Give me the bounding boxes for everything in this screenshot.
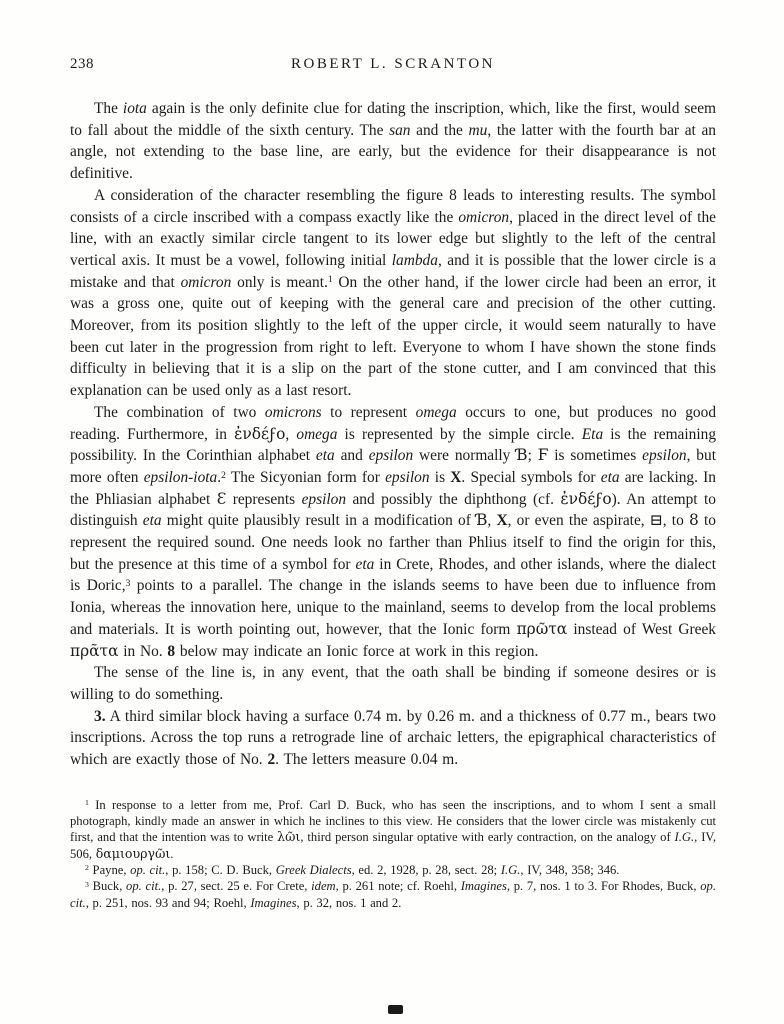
page-header	[70, 56, 716, 78]
footnote-3: $^3$ Buck, op. cit., p. 27, sect. 25 e. For Crete, idem, p. 261 note; cf. Roehl, Imagines, p. 7, nos. 1 to 3. For Rhodes, Buck, op. cit., p. 251, nos. 93 and 94; Roehl, Imagines, p. 32, nos. 1 and 2.	[70, 879, 716, 910]
paragraph-1: The iota again is the only definite clue for dating the inscription, which, like the first, would seem to fall about the middle of the sixth century. The san and the mu, the latter with the fourth bar at an angle, not extending to the base line, are early, but the evidence for their disappearance is not definitive.	[70, 100, 716, 183]
scan-artifact	[388, 1005, 403, 1014]
page-number: 238	[70, 56, 94, 72]
paragraph-5: 3. A third similar block having a surface 0.74 m. by 0.26 m. and a thickness of 0.77 m., bears two inscriptions. Across the top runs a retrograde line of archaic letters, the epigraphical characteristics of which are exactly those of No. 2. The letters measure 0.04 m.	[70, 707, 716, 769]
footnote-1: $^1$ In response to a letter from me, Prof. Carl D. Buck, who has seen the inscriptions, and to whom I sent a small photograph, kindly made an answer in which he inclines to this view. He considers that the lower circle was mistakenly cut first, and that the intention was to write λῶι, third person singular optative with early contraction, on the analogy of I.G., IV, 506, δαμιουργῶι.	[70, 797, 717, 861]
running-title: ROBERT L. SCRANTON	[291, 56, 495, 72]
footnote-2: $^2$ Payne, op. cit., p. 158; C. D. Buck, Greek Dialects, ed. 2, 1928, p. 28, sect. 28; I.G., IV, 348, 358; 346.	[85, 862, 620, 877]
paragraph-4: The sense of the line is, in any event, that the oath shall be binding if someone desires or is willing to do something.	[70, 664, 716, 703]
body-text	[70, 98, 716, 771]
footnotes	[70, 797, 716, 911]
paragraph-3: The combination of two omicrons to represent omega occurs to one, but produces no good reading. Furthermore, in ἐνδέϝο, omega is represented by the simple circle. Eta is the remaining possibility. In the Corinthian alphabet eta and epsilon were normally Ɓ; Ϝ is sometimes epsilon, but more often epsilon-iota.$^2$ The Sicyonian form for epsilon is X. Special symbols for eta are lacking. In the Phliasian alphabet Ɛ represents epsilon and possibly the diphthong (cf. ἐνδέϝο). An attempt to distinguish eta might quite plausibly result in a modification of Ɓ, X, or even the aspirate, ⊟, to 8 to represent the required sound. One needs look no farther than Phlius itself to find the origin for this, but the presence at this time of a symbol for eta in Crete, Rhodes, and other islands, where the dialect is Doric,$^3$ points to a parallel. The change in the islands seems to have been due to influence from Ionia, whereas the innovation here, unique to the mainland, seems to develop from the local problems and materials. It is worth pointing out, however, that the Ionic form πρῶτα instead of West Greek πρᾶτα in No. 8 below may indicate an Ionic force at work in this region.	[70, 403, 717, 660]
paragraph-2: A consideration of the character resembling the figure 8 leads to interesting results. The symbol consists of a circle inscribed with a compass exactly like the omicron, placed in the direct level of the line, with an exactly similar circle tangent to its lower edge but slightly to the left of the central vertical axis. It must be a vowel, following initial lambda, and it is possible that the lower circle is a mistake and that omicron only is meant.$^1$ On the other hand, if the lower circle had been an error, it was a gross one, quite out of keeping with the general care and precision of the other cutting. Moreover, from its position slightly to the left of the upper circle, it would seem naturally to have been cut later in the progression from right to left. Everyone to whom I have shown the stone finds difficulty in believing that it is a slip on the part of the stone cutter, and I am convinced that this explanation can be used only as a last resort.	[70, 186, 716, 400]
